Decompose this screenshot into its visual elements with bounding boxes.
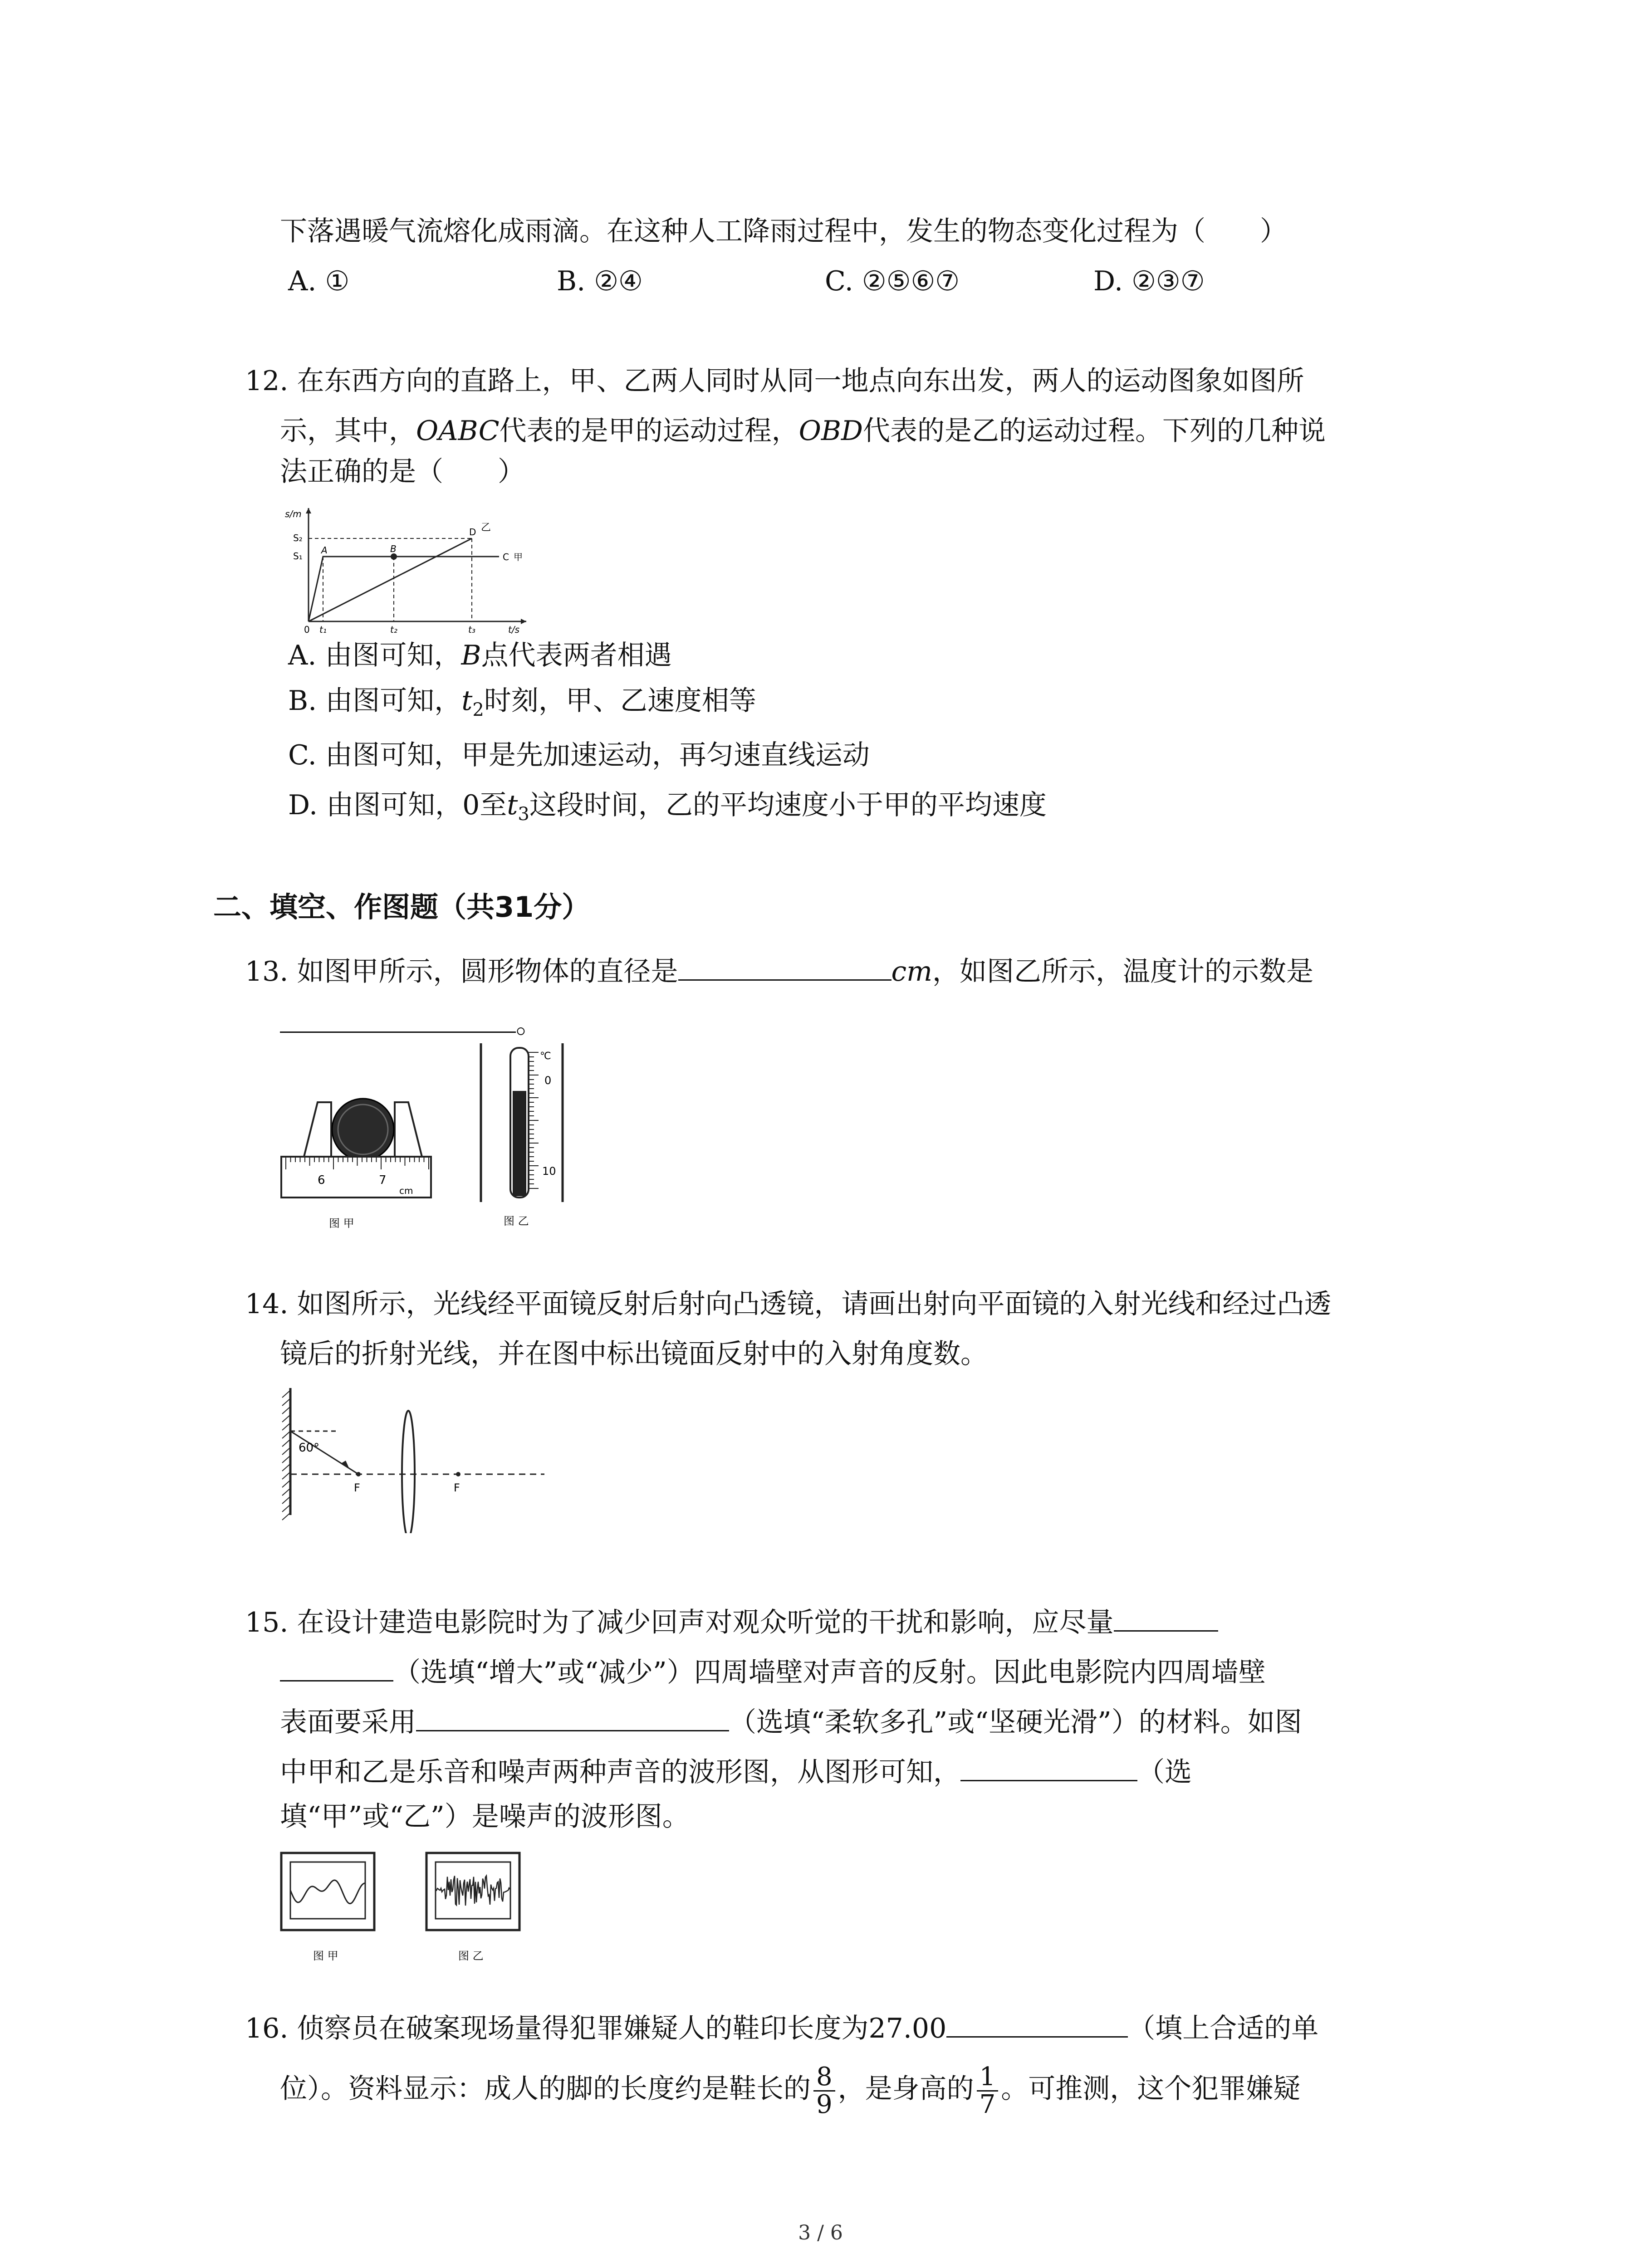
q12-option-d-text: D. 由图可知，0至: [288, 789, 507, 821]
ruler-label-cm: cm: [399, 1185, 413, 1196]
q12-option-d[interactable]: [288, 787, 1047, 832]
q12-option-d-sub: 3: [518, 804, 529, 825]
q15-text: 15. 在设计建造电影院时为了减少回声对观众听觉的干扰和影响，应尽量: [245, 1607, 1114, 1638]
q15-blank-3[interactable]: [960, 1751, 1137, 1781]
q15-blank-1b[interactable]: [280, 1651, 393, 1681]
q12-oabc: OABC: [416, 415, 500, 447]
page-number: 3 / 6: [798, 2221, 843, 2244]
q15-line2: [280, 1651, 1266, 1691]
focal-point-right: [456, 1472, 460, 1476]
q13-unit: cm: [891, 956, 932, 987]
caliper-right: [395, 1102, 422, 1157]
q11-option-a[interactable]: A. ①: [288, 265, 350, 297]
q15-text: 中甲和乙是乐音和噪声两种声音的波形图，从图形可知，: [280, 1756, 960, 1788]
q13-text: 。: [516, 1008, 543, 1040]
mirror-hatch-line: [282, 1505, 290, 1512]
q12-option-b-text: 时刻，甲、乙速度相等: [484, 685, 756, 717]
mirror-hatch-line: [282, 1398, 290, 1406]
mirror-hatch-line: [282, 1423, 290, 1430]
q12-option-b-var: t: [461, 685, 473, 717]
q16-text: 。可推测，这个犯罪嫌疑: [1001, 2073, 1301, 2105]
q13-blank-diameter[interactable]: [678, 950, 892, 981]
graph-s1: S₁: [293, 551, 303, 562]
q12-option-a[interactable]: [288, 637, 672, 674]
fraction-num: 8: [813, 2064, 835, 2092]
q12-option-d-var: t: [507, 789, 518, 821]
fraction-den: 9: [816, 2089, 833, 2119]
graph-label-c: C: [503, 552, 509, 562]
q11-option-b[interactable]: B. ②④: [557, 265, 643, 297]
q12-obd: OBD: [798, 415, 863, 447]
graph-x-arrow: [521, 619, 526, 624]
mirror-hatch: [282, 1390, 290, 1520]
thermometer-figure: [472, 1039, 576, 1234]
thermometer-label-10: 10: [542, 1165, 556, 1178]
mirror-hatch-line: [282, 1390, 290, 1398]
fig-caption-jia: 图 甲: [329, 1217, 354, 1230]
q16-text: 位）。资料显示：成人的脚的长度约是鞋长的: [280, 2073, 811, 2105]
q12-line3: 法正确的是（ ）: [280, 456, 525, 488]
thermometer-unit: ℃: [540, 1051, 551, 1062]
q15-blank-2[interactable]: [416, 1701, 729, 1731]
graph-xlabel: t/s: [508, 624, 519, 635]
coin: [332, 1099, 394, 1160]
q12-option-b-sub: 2: [472, 699, 484, 720]
graph-t1: t₁: [319, 624, 327, 635]
q15-line3: [280, 1701, 1302, 1740]
mirror-hatch-line: [282, 1456, 290, 1463]
fraction-8-9: [813, 2064, 835, 2118]
mirror-hatch-line: [282, 1464, 290, 1471]
motion-graph: [281, 499, 535, 635]
graph-label-jia: 甲: [514, 552, 523, 562]
q13-line2: [280, 1002, 543, 1042]
waveform-figure: [277, 1846, 531, 1969]
q11-option-c[interactable]: C. ②⑤⑥⑦: [825, 265, 960, 297]
focal-label-left: F: [354, 1481, 360, 1494]
mirror-hatch-line: [282, 1496, 290, 1504]
q11-text: 下落遇暖气流熔化成雨滴。在这种人工降雨过程中，发生的物态变化过程为（ ）: [280, 215, 1287, 247]
q15-text: 表面要采用: [280, 1706, 416, 1738]
q15-line1: [245, 1601, 1218, 1641]
q15-line4: [280, 1751, 1192, 1790]
q12-option-a-var: B: [461, 640, 481, 671]
convex-lens: [402, 1411, 415, 1533]
optics-figure: [272, 1379, 554, 1533]
graph-line-jia: [309, 557, 499, 621]
q13-blank-temperature[interactable]: [280, 1002, 516, 1033]
q12-text: 代表的是乙的运动过程。下列的几种说: [863, 415, 1326, 447]
graph-t2: t₂: [390, 624, 397, 635]
graph-y-arrow: [306, 508, 311, 513]
thermometer-ticks: [529, 1052, 539, 1188]
mirror-hatch-line: [282, 1431, 290, 1438]
fraction-1-7: [977, 2064, 999, 2118]
q12-text: 代表的是甲的运动过程，: [499, 415, 799, 447]
ruler-figure: [277, 1052, 440, 1234]
graph-origin: 0: [304, 624, 310, 635]
fig-caption-yi: 图 乙: [504, 1215, 529, 1227]
mirror-hatch-line: [282, 1488, 290, 1496]
graph-point-b: [391, 553, 397, 560]
focal-label-right: F: [454, 1481, 460, 1494]
mirror-hatch-line: [282, 1472, 290, 1479]
mirror-hatch-line: [282, 1415, 290, 1422]
mirror-hatch-line: [282, 1407, 290, 1414]
section-title: 二、填空、作图题（共31分）: [213, 890, 590, 924]
q12-line2: [280, 413, 1326, 449]
graph-label-d: D: [469, 527, 476, 538]
q15-line5: 填“甲”或“乙”）是噪声的波形图。: [280, 1801, 690, 1833]
fraction-den: 7: [979, 2089, 996, 2119]
q12-option-d-text: 这段时间，乙的平均速度小于甲的平均速度: [529, 789, 1047, 821]
graph-s2: S₂: [293, 533, 303, 543]
q16-text: ，是身高的: [838, 2073, 974, 2105]
caliper-left: [304, 1102, 331, 1157]
fraction-num: 1: [977, 2064, 999, 2092]
thermometer-liquid: [513, 1091, 526, 1196]
graph-t3: t₃: [468, 624, 475, 635]
thermometer-label-0: 0: [544, 1074, 552, 1087]
q15-text: （选: [1137, 1756, 1192, 1788]
screen-jia: [290, 1862, 365, 1919]
mirror-hatch-line: [282, 1439, 290, 1447]
q12-option-a-text: A. 由图可知，: [288, 640, 461, 671]
q15-text: （选填“增大”或“减少”）四周墙壁对声音的反射。因此电影院内四周墙壁: [393, 1657, 1266, 1688]
q15-text: （选填“柔软多孔”或“坚硬光滑”）的材料。如图: [729, 1706, 1302, 1738]
q14-line1: 14. 如图所示，光线经平面镜反射后射向凸透镜，请画出射向平面镜的入射光线和经过凸透: [245, 1288, 1332, 1320]
mirror-hatch-line: [282, 1480, 290, 1487]
graph-ylabel: s/m: [285, 508, 302, 519]
angle-label: 60°: [299, 1441, 320, 1455]
q16-line2: [280, 2059, 1300, 2118]
q14-line2: 镜后的折射光线，并在图中标出镜面反射中的入射角度数。: [280, 1338, 988, 1370]
graph-label-a: A: [321, 545, 328, 556]
q13-text: 13. 如图甲所示，圆形物体的直径是: [245, 956, 678, 987]
q12-text: 示，其中，: [280, 415, 416, 447]
q15-blank-1a[interactable]: [1114, 1601, 1218, 1632]
q16-text: （填上合适的单: [1128, 2013, 1319, 2044]
wave-caption-yi: 图 乙: [458, 1950, 484, 1962]
q12-line1: 12. 在东西方向的直路上，甲、乙两人同时从同一地点向东出发，两人的运动图象如图所: [245, 365, 1304, 397]
q13-text: ，如图乙所示，温度计的示数是: [932, 956, 1313, 987]
q16-text: 16. 侦察员在破案现场量得犯罪嫌疑人的鞋印长度为27.00: [245, 2013, 947, 2044]
q12-option-b-text: B. 由图可知，: [288, 685, 462, 717]
graph-label-b: B: [390, 543, 397, 554]
ruler-label-7: 7: [379, 1173, 387, 1187]
q16-blank-unit[interactable]: [946, 2007, 1128, 2038]
q11-option-d[interactable]: D. ②③⑦: [1093, 265, 1205, 297]
mirror-hatch-line: [282, 1447, 290, 1455]
q12-option-b[interactable]: [288, 683, 756, 728]
focal-point-left: [356, 1472, 361, 1476]
ruler-label-6: 6: [318, 1173, 325, 1187]
q12-option-a-text: 点代表两者相遇: [481, 640, 672, 671]
wave-caption-jia: 图 甲: [313, 1950, 338, 1962]
q12-option-c[interactable]: C. 由图可知，甲是先加速运动，再匀速直线运动: [288, 739, 870, 771]
mirror-hatch-line: [282, 1513, 290, 1520]
graph-label-yi: 乙: [481, 522, 491, 533]
q13-line1: [245, 950, 1313, 990]
q16-line1: [245, 2007, 1318, 2047]
